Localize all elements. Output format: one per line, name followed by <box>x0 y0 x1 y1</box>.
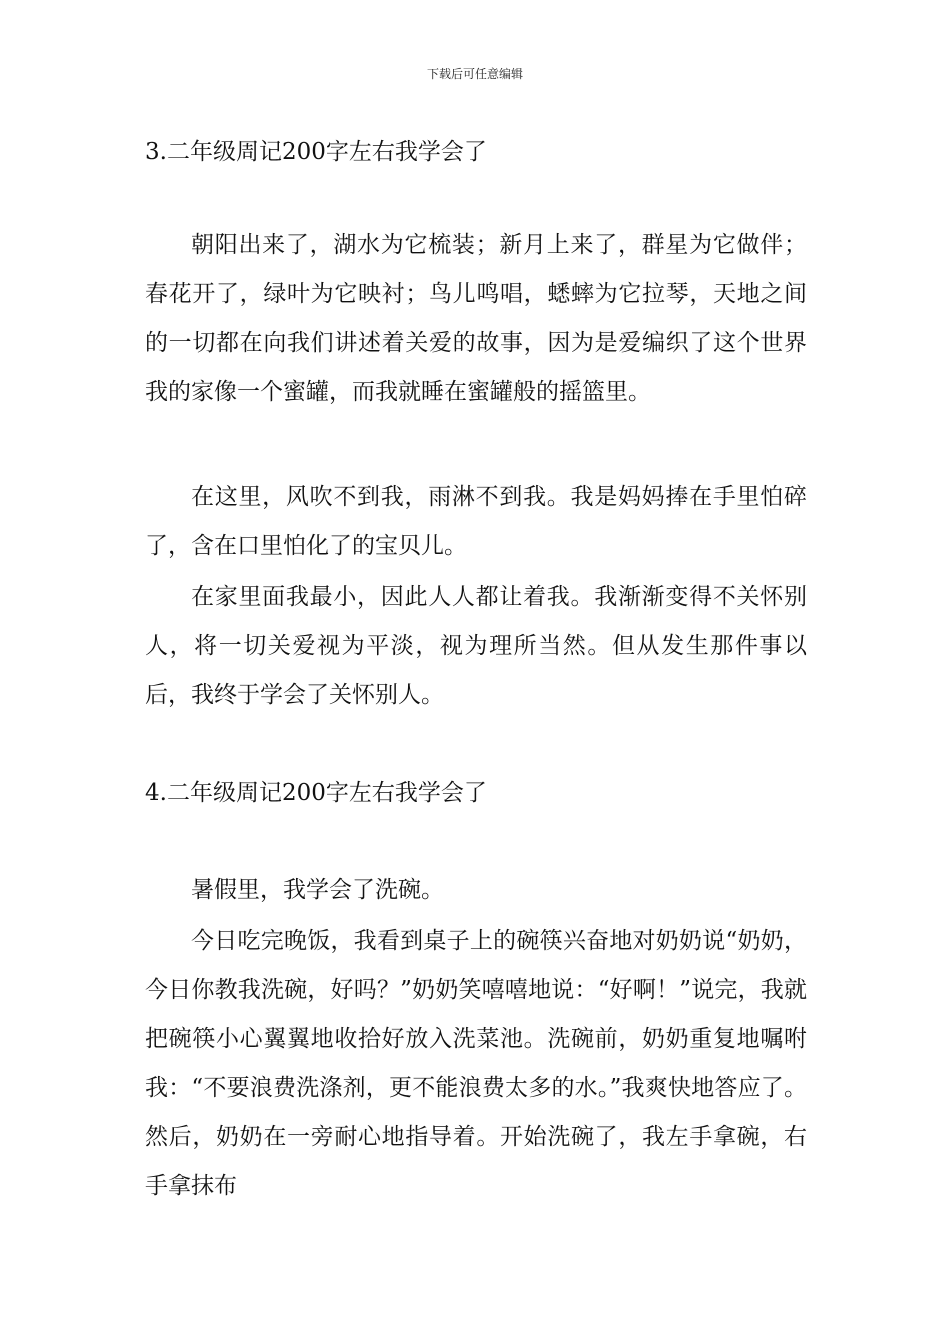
section-title: 4.二年级周记200字左右我学会了 <box>145 780 487 806</box>
section-title: 3.二年级周记200字左右我学会了 <box>145 139 487 165</box>
paragraph: 今日吃完晚饭，我看到桌子上的碗筷兴奋地对奶奶说“奶奶，今日你教我洗碗，好吗？”奶奶笑嘻嘻地说：“好啊！”说完，我就把碗筷小心翼翼地收拾好放入洗菜池。洗碗前，奶奶重复地嘱咐我：“不要浪费洗涤剂，更不能浪费太多的水。”我爽快地答应了。然后，奶奶在一旁耐心地指导着。开始洗碗了，我左手拿碗，右手拿抹布 <box>145 928 807 1199</box>
paragraph: 暑假里，我学会了洗碗。 <box>191 877 444 903</box>
paragraph: 朝阳出来了，湖水为它梳装；新月上来了，群星为它做伴；春花开了，绿叶为它映衬；鸟儿鸣唱，蟋蟀为它拉琴，天地之间的一切都在向我们讲述着关爱的故事，因为是爱编织了这个世界我的家像一个蜜罐，而我就睡在蜜罐般的摇篮里。 <box>145 232 807 405</box>
paragraph: 在家里面我最小，因此人人都让着我。我渐渐变得不关怀别人，将一切关爱视为平淡，视为理所当然。但从发生那件事以后，我终于学会了关怀别人。 <box>145 584 807 708</box>
paragraph: 在这里，风吹不到我，雨淋不到我。我是妈妈捧在手里怕碎了，含在口里怕化了的宝贝儿。 <box>145 484 807 559</box>
page-header: 下载后可任意编辑 <box>426 67 523 81</box>
